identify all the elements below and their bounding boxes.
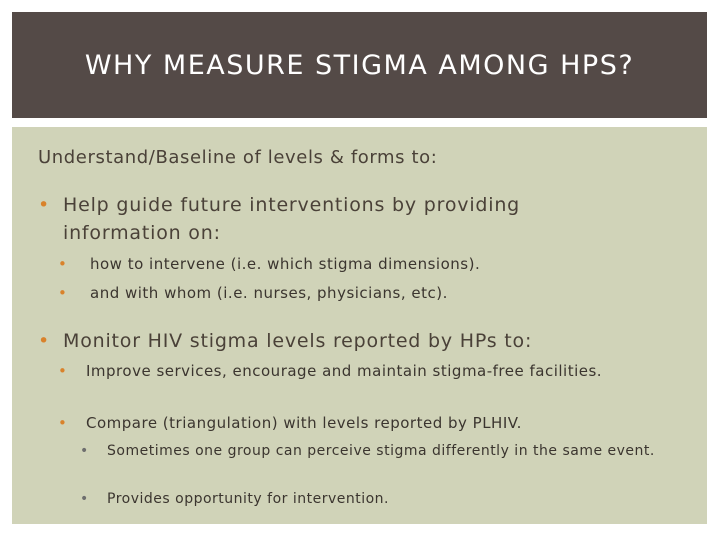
bullet-2-text: Monitor HIV stigma levels reported by HPs to: — [63, 330, 533, 352]
bullet-1-text: Help guide future interventions by providing information on: — [63, 194, 521, 244]
sub-bullet-2-1 — [58, 360, 628, 383]
bullet-marker-icon: • — [80, 443, 89, 459]
bullet-marker-icon: • — [38, 330, 51, 352]
sub-sub-bullet-2-text: Provides opportunity for intervention. — [107, 491, 389, 507]
title-bar — [12, 12, 707, 118]
bullet-marker-icon: • — [38, 194, 51, 216]
sub-bullet-2-2-text: Compare (triangulation) with levels reported by PLHIV. — [86, 414, 522, 432]
bullet-marker-icon: • — [58, 255, 68, 273]
sub-bullet-1-1 — [58, 253, 658, 276]
sub-bullet-1-1-text: how to intervene (i.e. which stigma dimensions). — [90, 255, 481, 273]
sub-bullet-2-1-text: Improve services, encourage and maintain stigma-free facilities. — [86, 362, 603, 380]
bullet-1 — [38, 191, 638, 247]
bullet-marker-icon: • — [58, 284, 68, 302]
content-box — [12, 127, 707, 524]
bullet-marker-icon: • — [80, 491, 89, 507]
sub-bullet-1-2 — [58, 282, 658, 305]
sub-sub-bullet-2 — [80, 488, 690, 510]
bullet-marker-icon: • — [58, 362, 68, 380]
slide-title: WHY MEASURE STIGMA AMONG HPS? — [84, 49, 635, 81]
bullet-marker-icon: • — [58, 414, 68, 432]
sub-bullet-2-2 — [58, 412, 658, 435]
intro-text: Understand/Baseline of levels & forms to: — [38, 147, 438, 168]
sub-sub-bullet-1-text: Sometimes one group can perceive stigma differently in the same event. — [107, 443, 655, 459]
sub-bullet-1-2-text: and with whom (i.e. nurses, physicians, etc). — [90, 284, 448, 302]
bullet-2 — [38, 327, 658, 355]
sub-sub-bullet-1 — [80, 440, 690, 462]
